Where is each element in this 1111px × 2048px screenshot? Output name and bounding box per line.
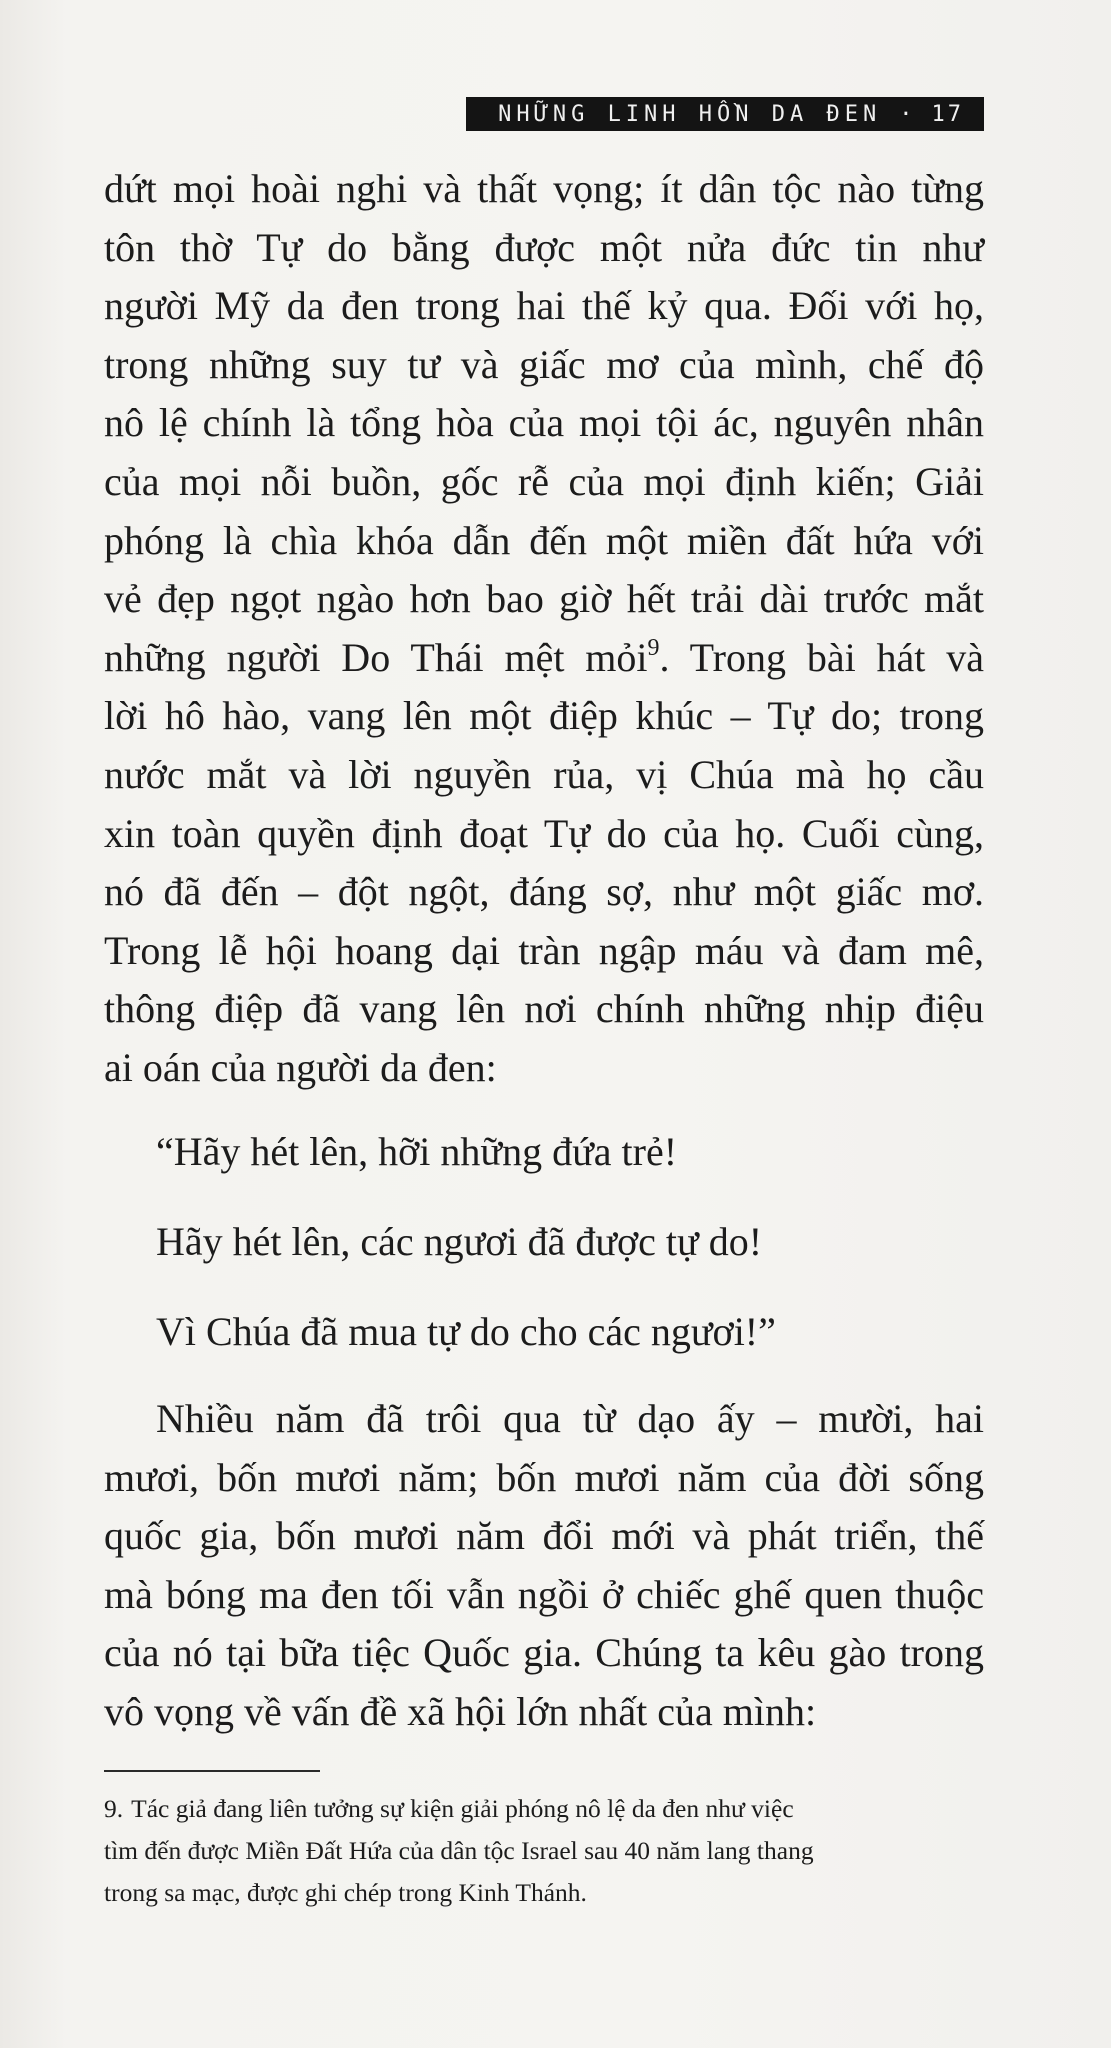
text-line-with-footnote: [104, 629, 984, 688]
text-line: thông điệp đã vang lên nơi chính những nhịp điệu: [104, 986, 984, 1032]
text-line: tôn thờ Tự do bằng được một nửa đức tin như: [104, 224, 984, 270]
quote-line-2: Hãy hét lên, các ngươi đã được tự do!: [156, 1219, 763, 1264]
footnote-divider: [104, 1770, 320, 1772]
footnote: [104, 1788, 984, 1914]
text-line: mươi, bốn mươi năm; bốn mươi năm của đời sống: [104, 1454, 984, 1500]
text-line: trong những suy tư và giấc mơ của mình, chế độ: [104, 341, 984, 387]
footnote-text: Tác giả đang liên tưởng sự kiện giải phóng nô lệ da đen như việc: [131, 1794, 794, 1823]
paragraph-2: [104, 1390, 984, 1741]
text-line: mà bóng ma đen tối vẫn ngồi ở chiếc ghế quen thuộc: [104, 1571, 984, 1617]
text-line: phóng là chìa khóa dẫn đến một miền đất hứa với: [104, 517, 984, 563]
quote-line-3: Vì Chúa đã mua tự do cho các ngươi!”: [156, 1309, 776, 1354]
text-line: vẻ đẹp ngọt ngào hơn bao giờ hết trải dài trước mắt: [104, 576, 984, 622]
text-line: vô vọng về vấn đề xã hội lớn nhất của mình:: [104, 1688, 817, 1734]
text-line: quốc gia, bốn mươi năm đổi mới và phát triển, thế: [104, 1513, 984, 1558]
text-line: Nhiều năm đã trôi qua từ dạo ấy – mười, hai: [156, 1396, 984, 1441]
text-line: lời hô hào, vang lên một điệp khúc – Tự do; trong: [104, 693, 984, 739]
text-line: Trong lễ hội hoang dại tràn ngập máu và đam mê,: [104, 927, 984, 973]
header-separator: ·: [899, 101, 918, 127]
quote-line-1: “Hãy hét lên, hỡi những đứa trẻ!: [156, 1129, 678, 1174]
running-title: NHỮNG LINH HỒN DA ĐEN: [498, 101, 882, 127]
text-segment: . Trong bài hát và: [659, 634, 984, 680]
footnote-line: trong sa mạc, được ghi chép trong Kinh Thánh.: [104, 1878, 587, 1907]
text-line: của nó tại bữa tiệc Quốc gia. Chúng ta kêu gào trong: [104, 1630, 984, 1675]
paragraph-1: [104, 160, 984, 1098]
text-line: xin toàn quyền định đoạt Tự do của họ. Cuối cùng,: [104, 810, 984, 856]
text-line: nô lệ chính là tổng hòa của mọi tội ác, nguyên nhân: [104, 400, 984, 446]
running-header: [466, 97, 984, 131]
footnote-reference: 9: [647, 634, 660, 661]
text-line: dứt mọi hoài nghi và thất vọng; ít dân tộc nào từng: [104, 166, 984, 211]
page-number: 17: [931, 101, 964, 127]
footnote-line: [104, 1788, 984, 1830]
text-line: nước mắt và lời nguyền rủa, vị Chúa mà họ cầu: [104, 751, 984, 797]
text-line: ai oán của người da đen:: [104, 1044, 497, 1090]
text-segment: những người Do Thái mệt mỏi: [104, 634, 648, 680]
footnote-line: tìm đến được Miền Đất Hứa của dân tộc Israel sau 40 năm lang thang: [104, 1836, 814, 1865]
footnote-label: 9.: [104, 1794, 124, 1823]
text-line: người Mỹ da đen trong hai thế kỷ qua. Đối với họ,: [104, 283, 984, 329]
text-line: của mọi nỗi buồn, gốc rễ của mọi định kiến; Giải: [104, 458, 984, 504]
text-line: nó đã đến – đột ngột, đáng sợ, như một giấc mơ.: [104, 869, 984, 915]
